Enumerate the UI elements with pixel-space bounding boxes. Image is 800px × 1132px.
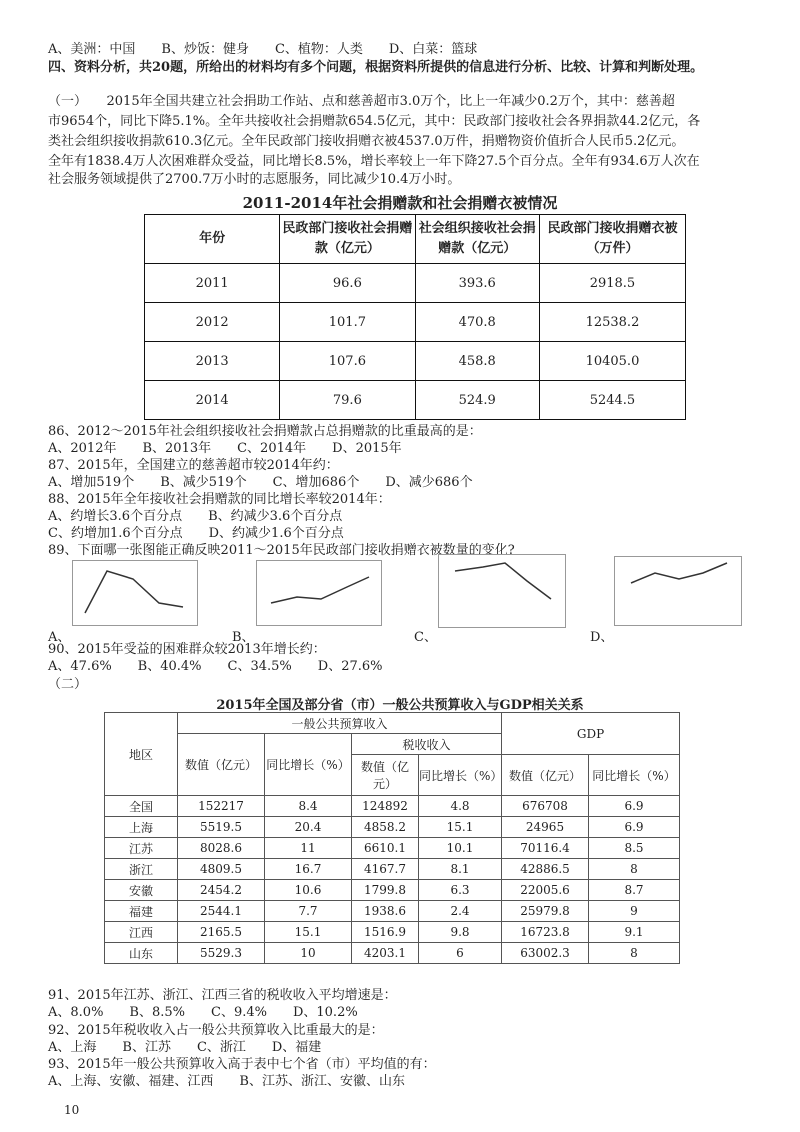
trend-line-b <box>271 577 369 603</box>
options-87: A、增加519个 B、减少519个 C、增加686个 D、减少686个 <box>48 475 473 490</box>
question-92: 92、2015年税收收入占一般公共预算收入比重最大的是： <box>48 1023 384 1038</box>
header-gdp-value: 数值（亿元） <box>502 755 589 796</box>
question-87: 87、2015年，全国建立的慈善超市较2014年约： <box>48 458 339 473</box>
cell: 江苏 <box>105 838 178 859</box>
cell: 1799.8 <box>352 880 419 901</box>
cell: 10 <box>265 943 352 964</box>
cell: 浙江 <box>105 859 178 880</box>
cell: 25979.8 <box>502 901 589 922</box>
cell: 676708 <box>502 796 589 817</box>
cell: 124892 <box>352 796 419 817</box>
table-row <box>105 880 680 901</box>
table-row <box>105 922 680 943</box>
cell: 4.8 <box>419 796 502 817</box>
table-row <box>105 901 680 922</box>
cell: 152217 <box>178 796 265 817</box>
header-gdp: GDP <box>502 713 680 755</box>
options-88a: A、约增长3.6个百分点 B、约减少3.6个百分点 <box>48 509 343 524</box>
header-gdp-growth: 同比增长（%） <box>589 755 680 796</box>
chart-option-d <box>614 556 742 626</box>
option-b-label: B、 <box>232 630 255 645</box>
question-86: 86、2012～2015年社会组织接收社会捐赠款占总捐赠款的比重最高的是： <box>48 424 482 439</box>
para-line: 社会服务领域提供了2700.7万小时的志愿服务，同比减少10.4万小时。 <box>48 172 461 187</box>
part2-label: （二） <box>48 677 88 692</box>
cell: 2.4 <box>419 901 502 922</box>
header-tax-growth: 同比增长（%） <box>419 755 502 796</box>
cell: 8.4 <box>265 796 352 817</box>
cell: 8 <box>589 859 680 880</box>
cell: 96.6 <box>280 264 415 303</box>
para-line: 类社会组织接收捐款610.3亿元。全年民政部门接收捐赠衣被4537.0万件，捐赠物资价值折合人民币5.2亿元。 <box>48 134 685 149</box>
header-tax: 税收收入 <box>352 734 502 755</box>
options-92: A、上海 B、江苏 C、浙江 D、福建 <box>48 1040 322 1055</box>
cell: 458.8 <box>415 342 539 381</box>
cell: 15.1 <box>419 817 502 838</box>
cell: 山东 <box>105 943 178 964</box>
para-line: （一） 2015年全国共建立社会捐助工作站、点和慈善超市3.0万个，比上一年减少0.2万个，其中：慈善超 <box>48 94 675 109</box>
cell: 福建 <box>105 901 178 922</box>
cell: 107.6 <box>280 342 415 381</box>
cell: 1938.6 <box>352 901 419 922</box>
table-row <box>105 943 680 964</box>
cell: 上海 <box>105 817 178 838</box>
para-line: 全年有1838.4万人次困难群众受益，同比增长8.5%，增长率较上一年下降27.5个百分点。全年有934.6万人次在 <box>48 154 700 169</box>
cell: 20.4 <box>265 817 352 838</box>
options-91: A、8.0% B、8.5% C、9.4% D、10.2% <box>48 1005 358 1020</box>
cell: 9.8 <box>419 922 502 943</box>
cell: 8 <box>589 943 680 964</box>
header-cell: 民政部门接收社会捐赠款（亿元） <box>280 215 415 264</box>
prev-options: A、美洲：中国 B、炒饭：健身 C、植物：人类 D、白菜：篮球 <box>48 42 478 57</box>
cell: 2165.5 <box>178 922 265 943</box>
cell: 10.6 <box>265 880 352 901</box>
header-region: 地区 <box>105 713 178 796</box>
cell: 10405.0 <box>539 342 685 381</box>
cell: 24965 <box>502 817 589 838</box>
cell: 4858.2 <box>352 817 419 838</box>
cell: 2012 <box>145 303 280 342</box>
cell: 7.7 <box>265 901 352 922</box>
chart-option-b <box>256 560 382 626</box>
option-d-label: D、 <box>590 630 614 645</box>
page-number: 10 <box>64 1103 80 1117</box>
question-89: 89、下面哪一张图能正确反映2011～2015年民政部门接收捐赠衣被数量的变化? <box>48 543 515 558</box>
header-budget-growth: 同比增长（%） <box>265 734 352 796</box>
cell: 10.1 <box>419 838 502 859</box>
header-tax-value: 数值（亿元） <box>352 755 419 796</box>
cell: 安徽 <box>105 880 178 901</box>
cell: 6610.1 <box>352 838 419 859</box>
cell: 江西 <box>105 922 178 943</box>
question-93: 93、2015年一般公共预算收入高于表中七个省（市）平均值的有： <box>48 1057 436 1072</box>
options-93: A、上海、安徽、福建、江西 B、江苏、浙江、安徽、山东 <box>48 1074 405 1089</box>
cell: 4203.1 <box>352 943 419 964</box>
cell: 9.1 <box>589 922 680 943</box>
cell: 6.3 <box>419 880 502 901</box>
header-cell: 民政部门接收捐赠衣被（万件） <box>539 215 685 264</box>
donation-table <box>144 214 686 420</box>
cell: 393.6 <box>415 264 539 303</box>
table-row <box>105 859 680 880</box>
options-86: A、2012年 B、2013年 C、2014年 D、2015年 <box>48 441 402 456</box>
cell: 12538.2 <box>539 303 685 342</box>
cell: 6 <box>419 943 502 964</box>
cell: 4809.5 <box>178 859 265 880</box>
cell: 2544.1 <box>178 901 265 922</box>
cell: 8028.6 <box>178 838 265 859</box>
cell: 16723.8 <box>502 922 589 943</box>
cell: 63002.3 <box>502 943 589 964</box>
header-budget: 一般公共预算收入 <box>178 713 502 734</box>
cell: 15.1 <box>265 922 352 943</box>
question-90: 90、2015年受益的困难群众较2013年增长约： <box>48 642 326 657</box>
cell: 11 <box>265 838 352 859</box>
cell: 16.7 <box>265 859 352 880</box>
cell: 42886.5 <box>502 859 589 880</box>
header-cell: 年份 <box>145 215 280 264</box>
cell: 6.9 <box>589 796 680 817</box>
options-90: A、47.6% B、40.4% C、34.5% D、27.6% <box>48 659 383 674</box>
cell: 22005.6 <box>502 880 589 901</box>
header-budget-value: 数值（亿元） <box>178 734 265 796</box>
cell: 1516.9 <box>352 922 419 943</box>
cell: 2918.5 <box>539 264 685 303</box>
cell: 2454.2 <box>178 880 265 901</box>
trend-line-a <box>85 571 183 613</box>
options-88b: C、约增加1.6个百分点 D、约减少1.6个百分点 <box>48 526 344 541</box>
section-heading: 四、资料分析，共20题，所给出的材料均有多个问题，根据资料所提供的信息进行分析、比较、计算和判断处理。 <box>48 60 704 75</box>
trend-line-d <box>631 563 727 583</box>
para-line: 市9654个，同比下降5.1%。全年共接收社会捐赠款654.5亿元，其中：民政部门接收社会各界捐款44.2亿元，各 <box>48 114 701 129</box>
cell: 70116.4 <box>502 838 589 859</box>
cell: 5529.3 <box>178 943 265 964</box>
cell: 5244.5 <box>539 381 685 420</box>
cell: 524.9 <box>415 381 539 420</box>
table-row <box>105 817 680 838</box>
table-row <box>105 838 680 859</box>
cell: 9 <box>589 901 680 922</box>
cell: 4167.7 <box>352 859 419 880</box>
cell: 5519.5 <box>178 817 265 838</box>
chart-option-c <box>438 554 566 628</box>
cell: 79.6 <box>280 381 415 420</box>
chart-option-a <box>72 560 198 626</box>
cell: 8.1 <box>419 859 502 880</box>
cell: 470.8 <box>415 303 539 342</box>
cell: 2013 <box>145 342 280 381</box>
budget-gdp-table <box>104 712 680 964</box>
table2-title: 2015年全国及部分省（市）一般公共预算收入与GDP相关关系 <box>216 698 584 713</box>
cell: 8.7 <box>589 880 680 901</box>
cell: 2011 <box>145 264 280 303</box>
trend-line-c <box>455 563 551 599</box>
cell: 101.7 <box>280 303 415 342</box>
header-cell: 社会组织接收社会捐赠款（亿元） <box>415 215 539 264</box>
cell: 全国 <box>105 796 178 817</box>
question-91: 91、2015年江苏、浙江、江西三省的税收收入平均增速是： <box>48 988 397 1003</box>
option-c-label: C、 <box>414 630 437 645</box>
table-row <box>105 796 680 817</box>
question-88: 88、2015年全年接收社会捐赠款的同比增长率较2014年： <box>48 492 391 507</box>
cell: 2014 <box>145 381 280 420</box>
table1-title: 2011-2014年社会捐赠款和社会捐赠衣被情况 <box>242 194 558 212</box>
cell: 8.5 <box>589 838 680 859</box>
cell: 6.9 <box>589 817 680 838</box>
option-a-label: A、 <box>48 630 71 645</box>
